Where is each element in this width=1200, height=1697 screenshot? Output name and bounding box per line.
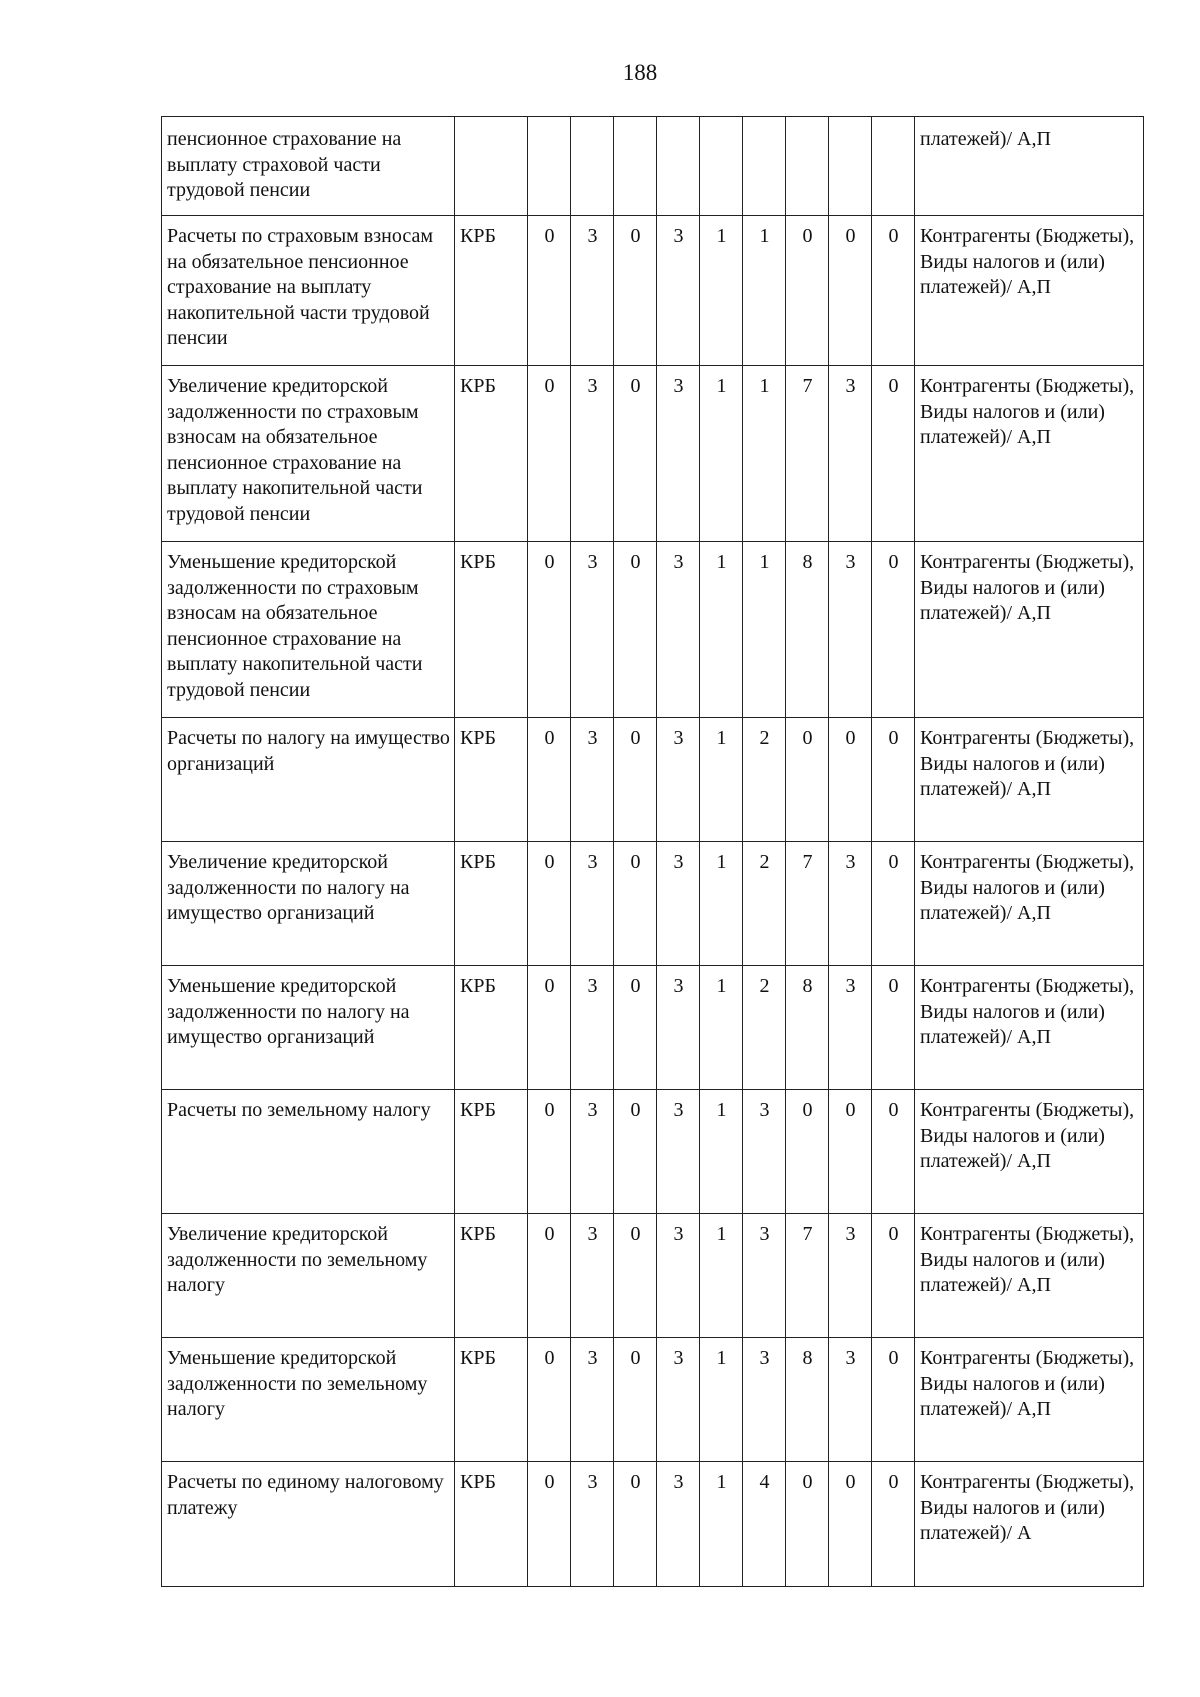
accounts-table-body (162, 117, 1144, 1587)
analytics-cell: Контрагенты (Бюджеты), Виды налогов и (или) платежей)/ А,П (915, 216, 1144, 366)
analytics-cell: Контрагенты (Бюджеты), Виды налогов и (или) платежей)/ А,П (915, 966, 1144, 1090)
page-number: 188 (622, 60, 658, 85)
account-name-cell: Уменьшение кредиторской задолженности по земельному налогу (162, 1338, 455, 1462)
digit-cell: 2 (743, 842, 786, 966)
digit-cell: 3 (571, 216, 614, 366)
account-code-cell (455, 117, 528, 216)
digit-cell: 0 (614, 366, 657, 542)
account-code-cell: КРБ (455, 1090, 528, 1214)
digit-cell: 3 (657, 1090, 700, 1214)
digit-cell: 3 (571, 718, 614, 842)
digit-cell: 0 (872, 1090, 915, 1214)
digit-cell: 0 (528, 718, 571, 842)
digit-cell: 0 (614, 216, 657, 366)
analytics-cell: Контрагенты (Бюджеты), Виды налогов и (или) платежей)/ А,П (915, 1338, 1144, 1462)
digit-cell: 0 (528, 1338, 571, 1462)
digit-cell (700, 117, 743, 216)
digit-cell: 1 (700, 216, 743, 366)
account-code-cell: КРБ (455, 966, 528, 1090)
table-row (162, 1214, 1144, 1338)
digit-cell: 1 (700, 842, 743, 966)
account-name-cell: Увеличение кредиторской задолженности по налогу на имущество организаций (162, 842, 455, 966)
digit-cell: 3 (571, 966, 614, 1090)
digit-cell: 3 (657, 542, 700, 718)
digit-cell: 1 (700, 1214, 743, 1338)
digit-cell: 1 (700, 718, 743, 842)
digit-cell: 0 (528, 966, 571, 1090)
digit-cell: 0 (872, 542, 915, 718)
digit-cell: 3 (571, 1090, 614, 1214)
digit-cell: 0 (829, 216, 872, 366)
table-row (162, 1090, 1144, 1214)
digit-cell: 0 (528, 1214, 571, 1338)
digit-cell: 0 (528, 216, 571, 366)
digit-cell: 3 (743, 1214, 786, 1338)
table-row (162, 966, 1144, 1090)
account-name-cell: Расчеты по налогу на имущество организаций (162, 718, 455, 842)
digit-cell: 8 (786, 966, 829, 1090)
digit-cell (872, 117, 915, 216)
account-code-cell: КРБ (455, 1338, 528, 1462)
digit-cell: 3 (657, 216, 700, 366)
digit-cell: 3 (571, 366, 614, 542)
analytics-cell: Контрагенты (Бюджеты), Виды налогов и (или) платежей)/ А,П (915, 842, 1144, 966)
digit-cell: 0 (786, 718, 829, 842)
account-code-cell: КРБ (455, 366, 528, 542)
digit-cell: 0 (829, 1462, 872, 1587)
digit-cell: 0 (614, 542, 657, 718)
digit-cell (614, 117, 657, 216)
analytics-cell: Контрагенты (Бюджеты), Виды налогов и (или) платежей)/ А,П (915, 718, 1144, 842)
digit-cell: 3 (743, 1338, 786, 1462)
digit-cell: 1 (700, 1338, 743, 1462)
digit-cell: 0 (614, 1462, 657, 1587)
account-name-cell: Увеличение кредиторской задолженности по земельному налогу (162, 1214, 455, 1338)
digit-cell: 0 (528, 842, 571, 966)
account-name-cell: Уменьшение кредиторской задолженности по налогу на имущество организаций (162, 966, 455, 1090)
account-name-cell: Расчеты по единому налоговому платежу (162, 1462, 455, 1587)
digit-cell: 3 (743, 1090, 786, 1214)
digit-cell: 3 (657, 366, 700, 542)
digit-cell: 0 (829, 718, 872, 842)
digit-cell: 0 (528, 366, 571, 542)
digit-cell: 0 (786, 1462, 829, 1587)
digit-cell: 0 (872, 1214, 915, 1338)
analytics-cell: Контрагенты (Бюджеты), Виды налогов и (или) платежей)/ А,П (915, 366, 1144, 542)
account-name-cell: Увеличение кредиторской задолженности по страховым взносам на обязательное пенсионное страхование на выплату накопительной части трудовой пенсии (162, 366, 455, 542)
analytics-cell: Контрагенты (Бюджеты), Виды налогов и (или) платежей)/ А,П (915, 1214, 1144, 1338)
table-row (162, 1338, 1144, 1462)
analytics-cell: Контрагенты (Бюджеты), Виды налогов и (или) платежей)/ А,П (915, 1090, 1144, 1214)
digit-cell: 3 (829, 542, 872, 718)
digit-cell: 3 (571, 1462, 614, 1587)
digit-cell: 0 (614, 966, 657, 1090)
digit-cell: 2 (743, 718, 786, 842)
digit-cell: 3 (571, 842, 614, 966)
digit-cell (657, 117, 700, 216)
digit-cell: 0 (872, 1462, 915, 1587)
table-row (162, 366, 1144, 542)
digit-cell: 1 (743, 542, 786, 718)
account-name-cell: Уменьшение кредиторской задолженности по страховым взносам на обязательное пенсионное страхование на выплату накопительной части трудовой пенсии (162, 542, 455, 718)
table-row (162, 216, 1144, 366)
digit-cell (829, 117, 872, 216)
account-code-cell: КРБ (455, 718, 528, 842)
digit-cell: 0 (614, 1338, 657, 1462)
account-code-cell: КРБ (455, 1462, 528, 1587)
digit-cell: 0 (786, 216, 829, 366)
digit-cell: 0 (872, 966, 915, 1090)
digit-cell: 3 (829, 1214, 872, 1338)
digit-cell: 4 (743, 1462, 786, 1587)
analytics-cell: Контрагенты (Бюджеты), Виды налогов и (или) платежей)/ А,П (915, 542, 1144, 718)
digit-cell: 3 (571, 1338, 614, 1462)
digit-cell: 1 (700, 366, 743, 542)
digit-cell: 0 (528, 1090, 571, 1214)
digit-cell: 0 (872, 366, 915, 542)
digit-cell: 0 (614, 1090, 657, 1214)
account-code-cell: КРБ (455, 1214, 528, 1338)
account-name-cell: Расчеты по земельному налогу (162, 1090, 455, 1214)
digit-cell: 3 (829, 1338, 872, 1462)
digit-cell: 3 (657, 1462, 700, 1587)
account-code-cell: КРБ (455, 542, 528, 718)
digit-cell: 0 (872, 718, 915, 842)
table-row (162, 1462, 1144, 1587)
digit-cell: 3 (657, 718, 700, 842)
digit-cell: 3 (657, 966, 700, 1090)
digit-cell: 3 (829, 842, 872, 966)
digit-cell: 2 (743, 966, 786, 1090)
digit-cell: 0 (528, 542, 571, 718)
digit-cell: 3 (571, 542, 614, 718)
digit-cell: 3 (657, 1338, 700, 1462)
digit-cell: 1 (700, 1090, 743, 1214)
digit-cell: 1 (700, 542, 743, 718)
table-row (162, 117, 1144, 216)
digit-cell: 1 (700, 1462, 743, 1587)
digit-cell: 1 (700, 966, 743, 1090)
digit-cell: 3 (829, 366, 872, 542)
digit-cell: 3 (657, 842, 700, 966)
digit-cell: 8 (786, 1338, 829, 1462)
digit-cell: 3 (571, 1214, 614, 1338)
digit-cell: 7 (786, 366, 829, 542)
digit-cell: 0 (872, 842, 915, 966)
digit-cell: 7 (786, 842, 829, 966)
digit-cell: 0 (829, 1090, 872, 1214)
account-code-cell: КРБ (455, 216, 528, 366)
digit-cell (743, 117, 786, 216)
analytics-cell: Контрагенты (Бюджеты), Виды налогов и (или) платежей)/ А (915, 1462, 1144, 1587)
digit-cell: 0 (614, 1214, 657, 1338)
account-name-cell: Расчеты по страховым взносам на обязательное пенсионное страхование на выплату накопительной части трудовой пенсии (162, 216, 455, 366)
account-code-cell: КРБ (455, 842, 528, 966)
digit-cell: 0 (528, 1462, 571, 1587)
table-row (162, 718, 1144, 842)
digit-cell: 0 (786, 1090, 829, 1214)
digit-cell: 1 (743, 216, 786, 366)
digit-cell: 1 (743, 366, 786, 542)
digit-cell: 0 (872, 216, 915, 366)
table-row (162, 842, 1144, 966)
digit-cell: 8 (786, 542, 829, 718)
digit-cell: 3 (657, 1214, 700, 1338)
digit-cell (528, 117, 571, 216)
digit-cell: 0 (872, 1338, 915, 1462)
account-name-cell: пенсионное страхование на выплату страховой части трудовой пенсии (162, 117, 455, 216)
digit-cell: 3 (829, 966, 872, 1090)
digit-cell: 0 (614, 842, 657, 966)
digit-cell (786, 117, 829, 216)
digit-cell (571, 117, 614, 216)
digit-cell: 7 (786, 1214, 829, 1338)
table-row (162, 542, 1144, 718)
digit-cell: 0 (614, 718, 657, 842)
accounts-table (161, 116, 1144, 1587)
analytics-cell: платежей)/ А,П (915, 117, 1144, 216)
